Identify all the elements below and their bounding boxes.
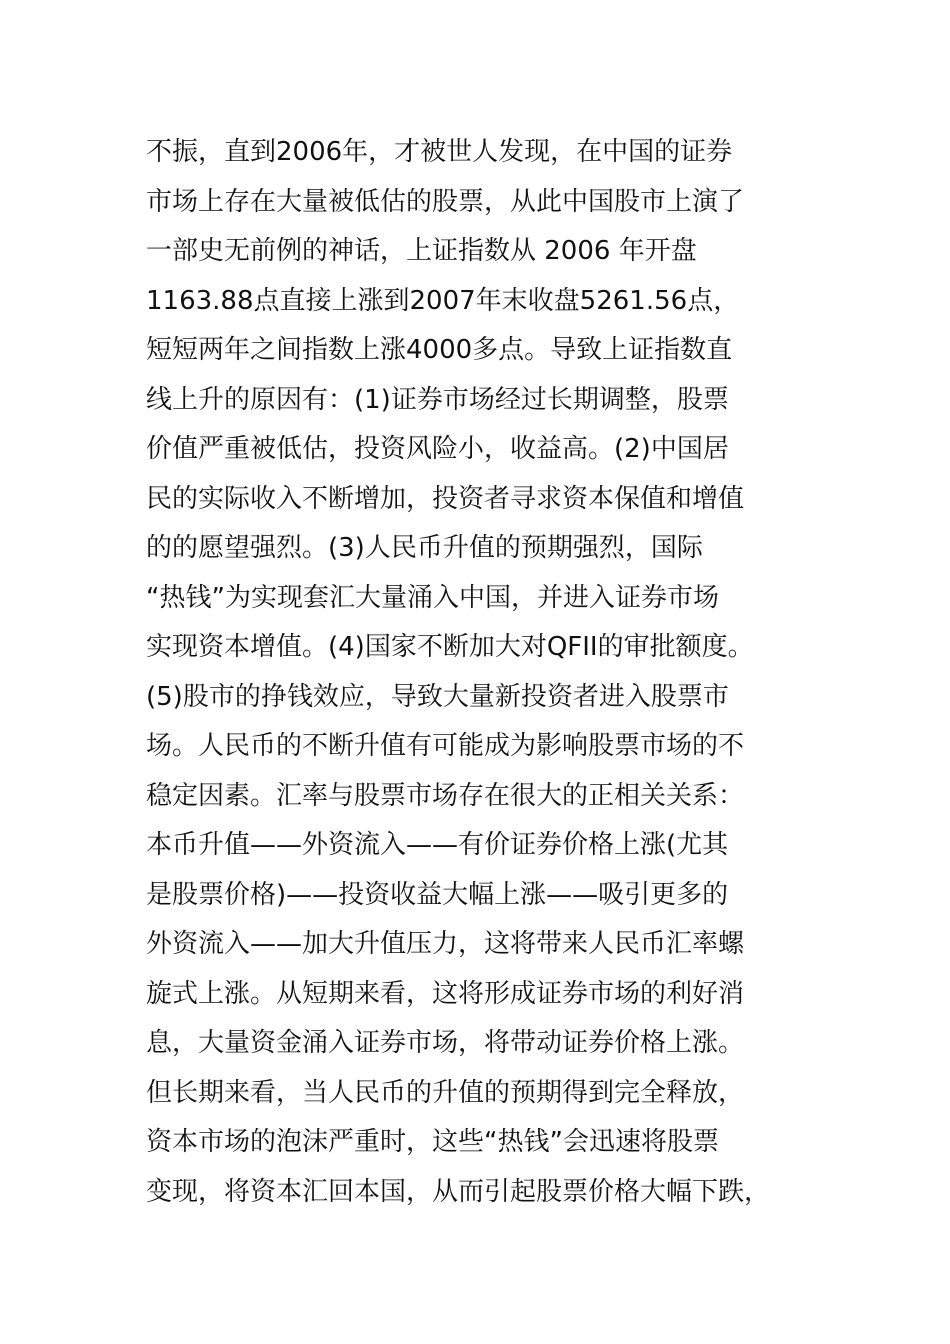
text-line: 线上升的原因有：(1)证券市场经过长期调整，股票: [146, 384, 729, 415]
text-line: 1163.88点直接上涨到2007年末收盘5261.56点，: [146, 285, 740, 316]
text-line: (5)股市的挣钱效应，导致大量新投资者进入股票市: [146, 681, 729, 712]
text-line: 价值严重被低估，投资风险小，收益高。(2)中国居: [146, 434, 729, 464]
text-line: 民的实际收入不断增加，投资者寻求资本保值和增值: [146, 483, 745, 514]
text-line: 变现，将资本汇回本国，从而引起股票价格大幅下跌，: [146, 1176, 771, 1207]
text-line: 是股票价格)——投资收益大幅上涨——吸引更多的: [146, 879, 729, 910]
text-line: 实现资本增值。(4)国家不断加大对QFII的审批额度。: [146, 632, 754, 662]
text-line: 息，大量资金涌入证券市场，将带动证券价格上涨。: [146, 1028, 745, 1058]
text-line: 资本市场的泡沫严重时，这些“热钱”会迅速将股票: [146, 1127, 719, 1157]
text-line: 短短两年之间指数上涨4000多点。导致上证指数直: [146, 335, 733, 365]
text-line: 不振，直到2006年，才被世人发现，在中国的证券: [146, 137, 733, 167]
body-paragraph: [146, 128, 836, 1217]
text-line: 的的愿望强烈。(3)人民币升值的预期强烈，国际: [146, 533, 703, 563]
text-line: 但长期来看，当人民币的升值的预期得到完全释放，: [146, 1077, 745, 1108]
text-line: 场。人民币的不断升值有可能成为影响股票市场的不: [146, 731, 745, 761]
text-line: 旋式上涨。从短期来看，这将形成证券市场的利好消: [146, 978, 745, 1009]
text-line: 一部史无前例的神话，上证指数从 2006 年开盘: [146, 236, 697, 266]
text-line: 本币升值——外资流入——有价证券价格上涨(尤其: [146, 830, 729, 860]
text-line: “热钱”为实现套汇大量涌入中国，并进入证券市场: [146, 582, 719, 613]
text-line: 稳定因素。汇率与股票市场存在很大的正相关关系：: [146, 780, 745, 811]
text-line: 外资流入——加大升值压力，这将带来人民币汇率螺: [146, 929, 745, 959]
text-line: 市场上存在大量被低估的股票，从此中国股市上演了: [146, 186, 745, 217]
